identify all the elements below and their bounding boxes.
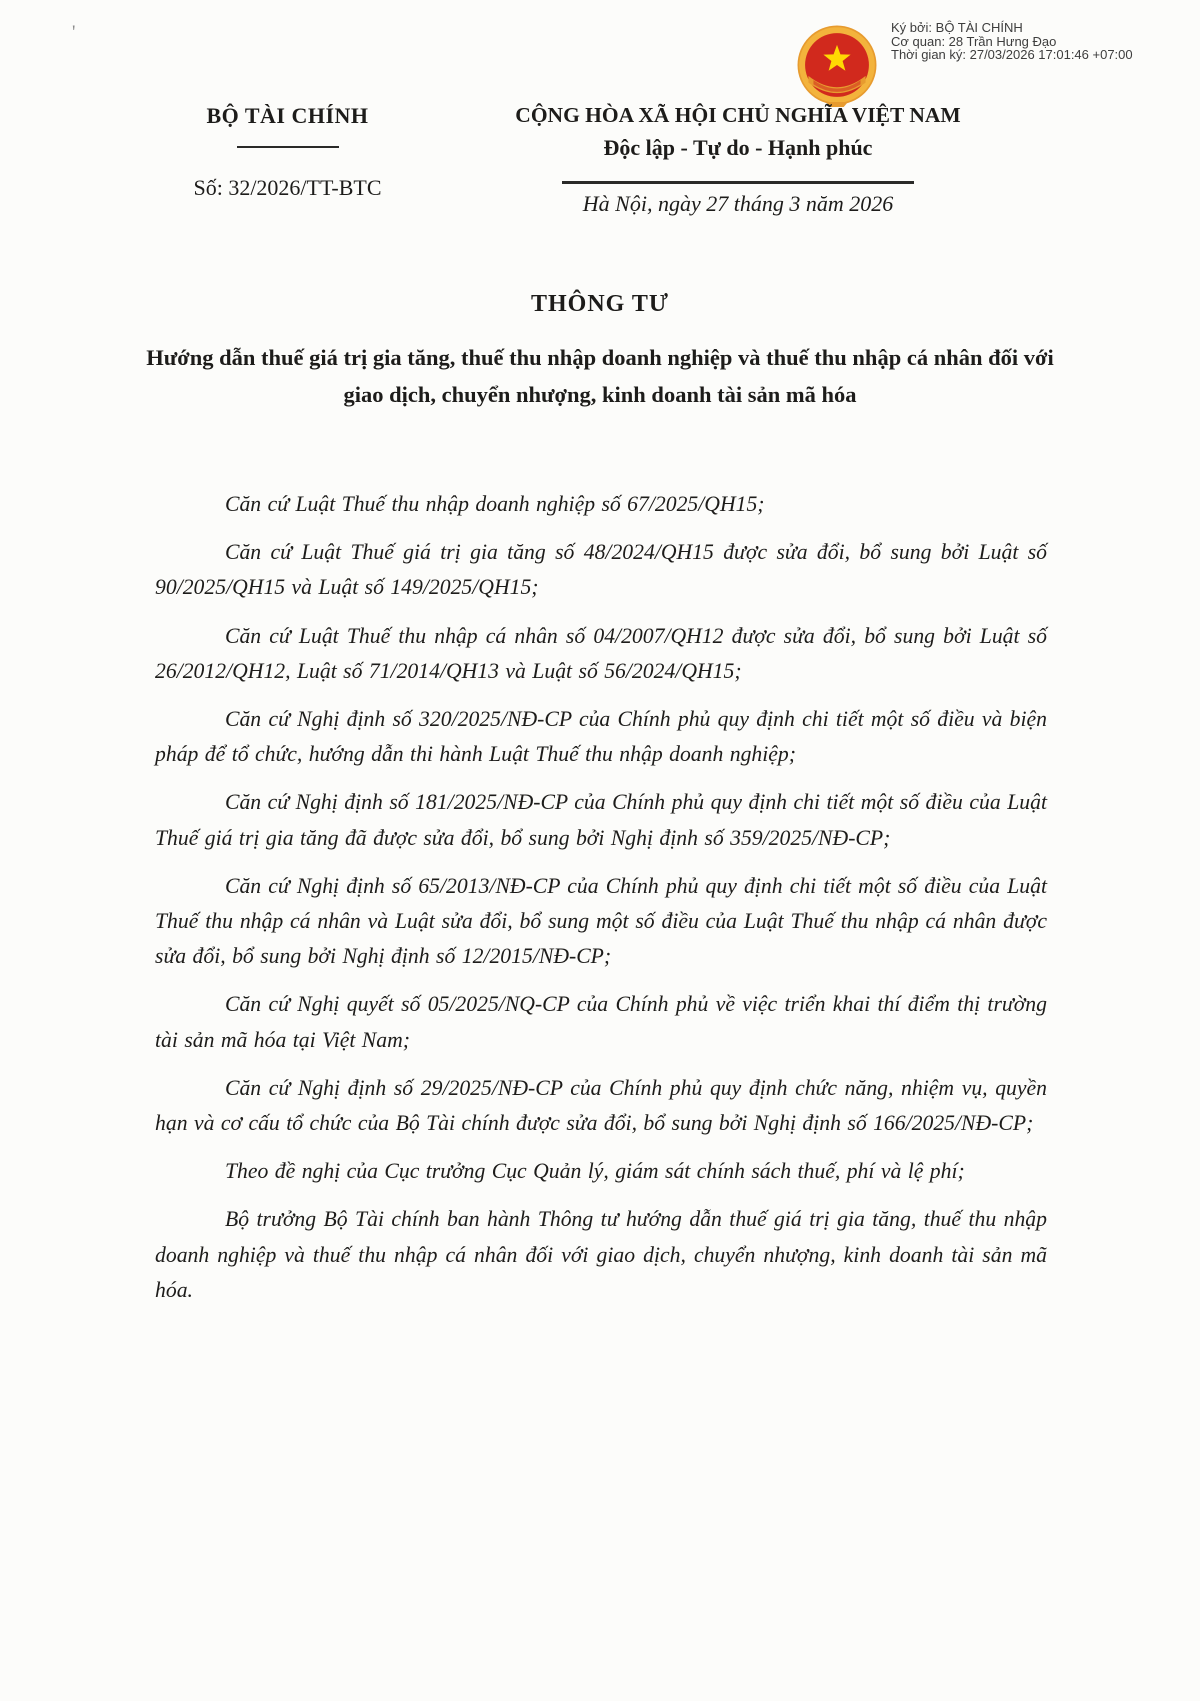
paragraph-legal-basis: Căn cứ Nghị định số 65/2013/NĐ-CP của Chính phủ quy định chi tiết một số điều của Luật Thuế thu nhập cá nhân và Luật sửa đổi, bổ sung một số điều của Luật Thuế thu nhập cá nhân được sửa đổi, bổ sung bởi Nghị định số 12/2015/NĐ-CP; bbox=[155, 873, 1047, 969]
paragraph-legal-basis: Căn cứ Nghị định số 29/2025/NĐ-CP của Chính phủ quy định chức năng, nhiệm vụ, quyền hạn và cơ cấu tổ chức của Bộ Tài chính được sửa đổi, bổ sung bởi Nghị định số 166/2025/NĐ-CP; bbox=[155, 1075, 1047, 1136]
digital-signature-info bbox=[891, 21, 1133, 62]
paragraph-legal-basis: Căn cứ Luật Thuế thu nhập doanh nghiệp số 67/2025/QH15; bbox=[225, 492, 765, 516]
paragraph-legal-basis: Căn cứ Nghị định số 181/2025/NĐ-CP của Chính phủ quy định chi tiết một số điều của Luật Thuế giá trị gia tăng đã được sửa đổi, bổ sung bởi Nghị định số 359/2025/NĐ-CP; bbox=[155, 790, 1047, 850]
paragraph-proposal: Theo đề nghị của Cục trưởng Cục Quản lý, giám sát chính sách thuế, phí và lệ phí; bbox=[225, 1159, 965, 1184]
national-motto: Độc lập - Tự do - Hạnh phúc bbox=[603, 135, 873, 160]
national-title: CỘNG HÒA XÃ HỘI CHỦ NGHĨA VIỆT NAM bbox=[515, 103, 961, 127]
paragraph-legal-basis: Căn cứ Nghị quyết số 05/2025/NQ-CP của Chính phủ về việc triển khai thí điểm thị trường tài sản mã hóa tại Việt Nam; bbox=[155, 992, 1047, 1052]
signature-signer: Ký bởi: BỘ TÀI CHÍNH bbox=[891, 20, 1023, 35]
paragraph-legal-basis: Căn cứ Nghị định số 320/2025/NĐ-CP của Chính phủ quy định chi tiết một số điều và biện pháp để tổ chức, hướng dẫn thi hành Luật Thuế thu nhập doanh nghiệp; bbox=[155, 707, 1047, 767]
paragraph-enactment: Bộ trưởng Bộ Tài chính ban hành Thông tư hướng dẫn thuế giá trị gia tăng, thuế thu nhập doanh nghiệp và thuế thu nhập cá nhân đối với giao dịch, chuyển nhượng, kinh doanh tài sản mã hóa. bbox=[155, 1207, 1047, 1302]
issuer-divider bbox=[237, 146, 339, 148]
header-issuer-block bbox=[125, 103, 450, 201]
signature-agency: Cơ quan: 28 Trần Hưng Đạo bbox=[891, 33, 1057, 49]
document-subject: Hướng dẫn thuế giá trị gia tăng, thuế thu nhập doanh nghiệp và thuế thu nhập cá nhân đối với giao dịch, chuyển nhượng, kinh doanh tài sản mã hóa bbox=[146, 345, 1054, 407]
paragraph-legal-basis: Căn cứ Luật Thuế giá trị gia tăng số 48/2024/QH15 được sửa đổi, bổ sung bởi Luật số 90/2025/QH15 và Luật số 149/2025/QH15; bbox=[155, 540, 1047, 600]
signature-timestamp: Thời gian ký: 27/03/2026 17:01:46 +07:00 bbox=[891, 47, 1133, 62]
header-national-block bbox=[492, 103, 984, 217]
place-and-date: Hà Nội, ngày 27 tháng 3 năm 2026 bbox=[582, 190, 894, 216]
vietnam-emblem-icon bbox=[795, 23, 879, 107]
document-number: Số: 32/2026/TT-BTC bbox=[193, 175, 382, 200]
document-type-title: THÔNG TƯ bbox=[530, 291, 670, 317]
issuer-name: BỘ TÀI CHÍNH bbox=[206, 103, 369, 128]
document-title-block bbox=[0, 291, 1200, 413]
motto-divider bbox=[562, 181, 914, 184]
scan-artifact-tick: ' bbox=[72, 22, 76, 43]
paragraph-legal-basis: Căn cứ Luật Thuế thu nhập cá nhân số 04/2007/QH12 được sửa đổi, bổ sung bởi Luật số 26/2012/QH12, Luật số 71/2014/QH13 và Luật số 56/2024/QH15; bbox=[155, 623, 1047, 683]
document-body bbox=[155, 487, 1047, 1321]
